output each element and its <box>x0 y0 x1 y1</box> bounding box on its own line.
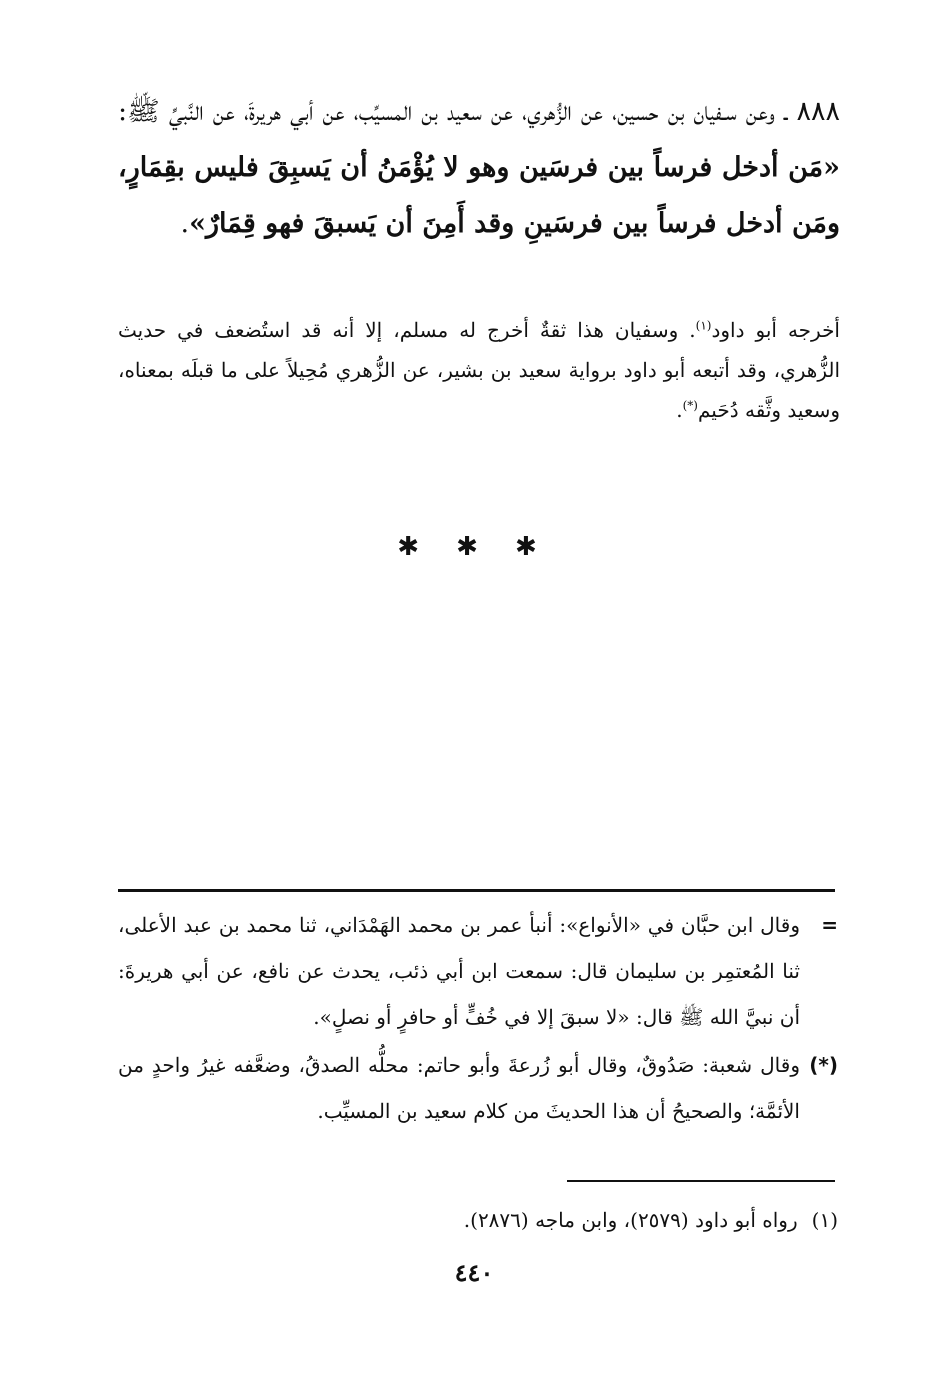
note-star-text: وقال شعبة: صَدُوقٌ، وقال أبو زُرعةَ وأبو حاتم: محلُّه الصدقُ، وضعَّفه غيرُ واحدٍ من الأئمَّة؛ والصحيحُ أن هذا الحديثَ من كلام سعيد بن المسيِّب. <box>118 1053 800 1123</box>
footnote-divider-short <box>567 1180 835 1182</box>
footnote-ref-star[interactable]: (*) <box>682 398 698 413</box>
takhrij-text-b: . وسفيان هذا ثقةٌ أخرج له مسلم، إلا أنه قد استُضعف في حديث الزُّهري، وقد أتبعه أبو داود برواية سعيد بن بشير، عن الزُّهري مُحِيلاً على ما قبلَه بمعناه، وسعيد وثَّقه دُحَيم <box>118 318 841 422</box>
continuation-mark: = <box>821 913 838 937</box>
footnote-1-text: رواه أبو داود (٢٥٧٩)، وابن ماجه (٢٨٧٦). <box>463 1208 798 1232</box>
footnote-1 <box>118 1200 838 1240</box>
hadith-end: . <box>180 208 190 239</box>
hadith-paragraph <box>118 84 840 252</box>
footnote-divider-long <box>118 889 835 892</box>
commentary-notes <box>118 902 838 1134</box>
takhrij-text-c: . <box>676 398 683 422</box>
hadith-isnad: ٨٨٨ ـ وعن سـفيان بن حسين، عن الزُّهري، عن سعيد بن المسيِّب، عن أبي هريرةَ، عن النَّبيِّ ﷺ: <box>118 96 840 127</box>
page-number: ٤٤٠ <box>454 1258 494 1287</box>
note-star <box>118 1042 838 1134</box>
note-continuation <box>118 902 838 1040</box>
takhrij-paragraph <box>118 310 840 430</box>
star-mark: (*) <box>809 1053 838 1077</box>
takhrij-text-a: أخرجه أبو داود <box>711 318 840 342</box>
hadith-matn: «مَن أدخل فرساً بين فرسَين وهو لا يُؤْمَنُ أن يَسبِقَ فليس بقِمَارٍ، ومَن أدخل فرساً بين فرسَينِ وقد أَمِنَ أن يَسبقَ فهو قِمَارٌ» <box>118 152 840 239</box>
section-separator: ✱ ✱ ✱ <box>397 532 551 562</box>
note-continuation-text: وقال ابن حبَّان في «الأنواع»: أنبأ عمر بن محمد الهَمْدَاني، ثنا محمد بن عبد الأعلى، ثنا المُعتمِر بن سليمان قال: سمعت ابن أبي ذئب، يحدث عن نافع، عن أبي هريرةَ: أن نبيَّ الله ﷺ قال: «لا سبقَ إلا في خُفٍّ أو حافرٍ أو نصلٍ». <box>118 913 800 1029</box>
footnote-ref-1[interactable]: (١) <box>695 318 712 333</box>
footnote-1-number: (١) <box>811 1208 838 1232</box>
